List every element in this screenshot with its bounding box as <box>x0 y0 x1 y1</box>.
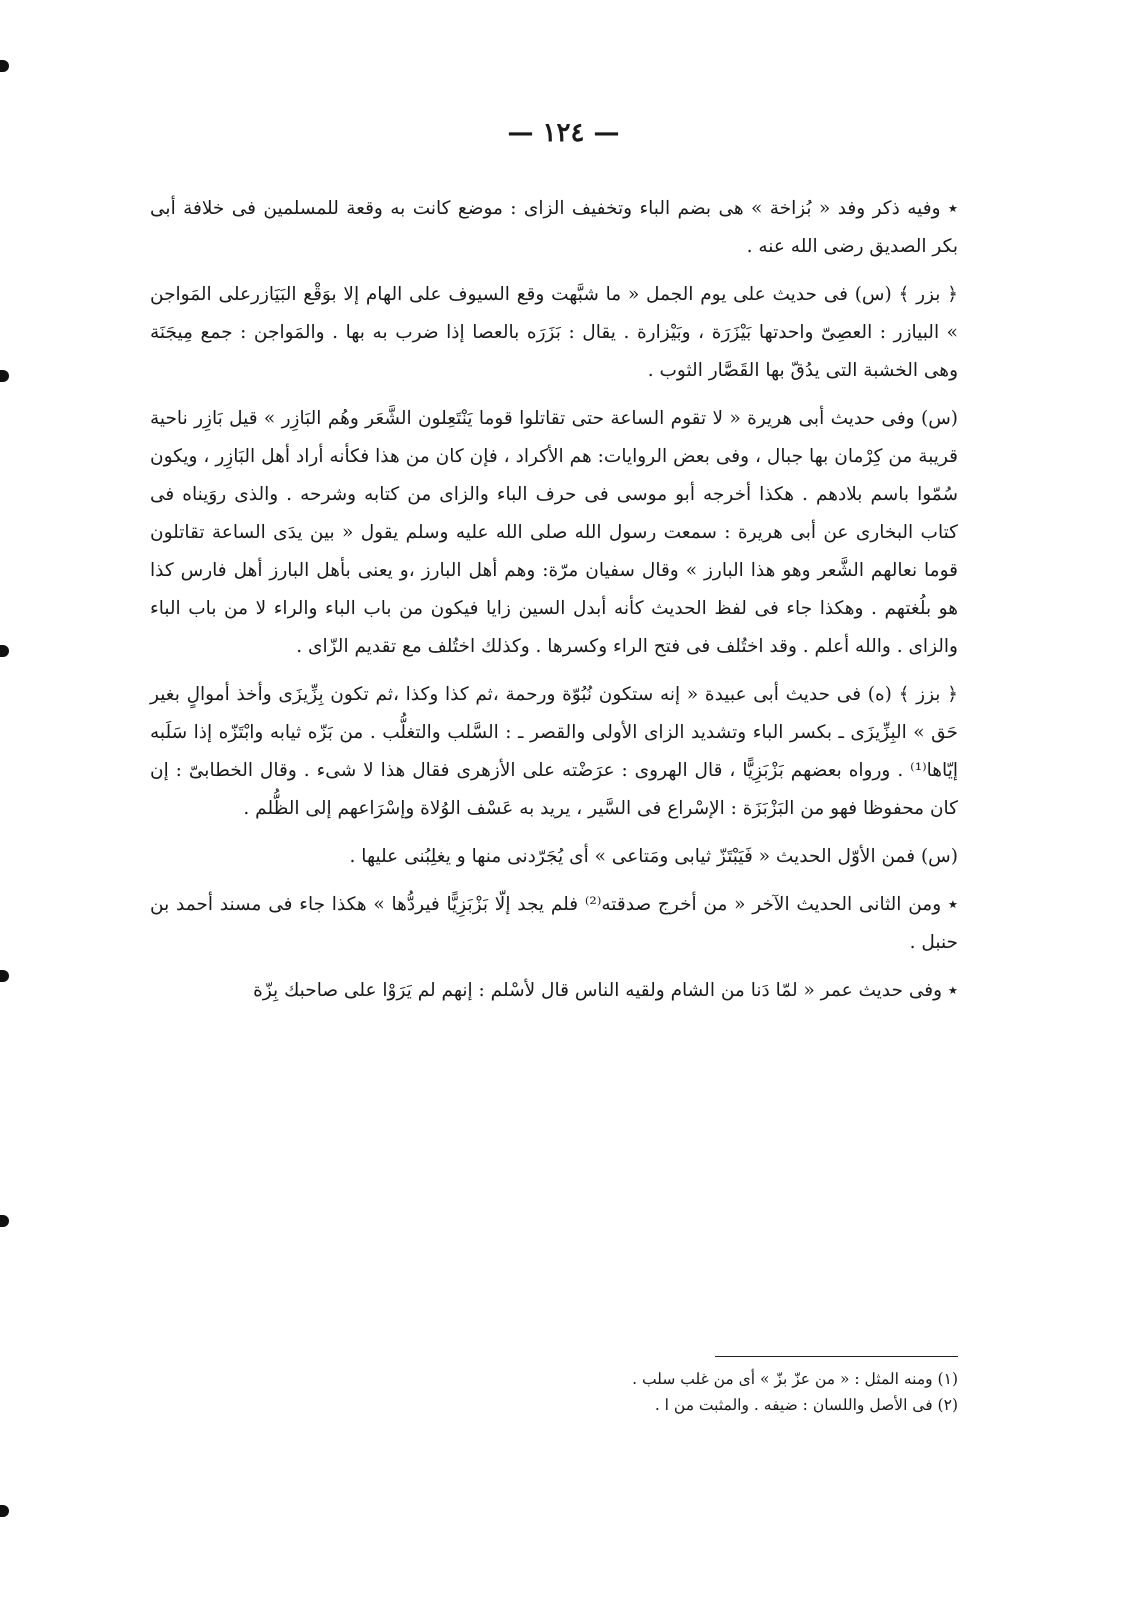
footnotes <box>380 1366 958 1418</box>
paragraph: (س) فمن الأوّل الحديث « فَيَبْتَزّ ثيابى ومَتاعى » أى يُجَرّدنى منها و يغلِبُنى عليها . <box>349 846 958 867</box>
paragraph: (س) وفى حديث أبى هريرة « لا تقوم الساعة حتى تقاتلوا قوما يَنْتَعِلون الشَّعَر وهُم البَازِر » قيل بَازِر ناحية قريبة من كِرْمان بها جبال ، وفى بعض الروايات: هم الأكراد ، فإن كان من هذا فكأنه أراد أهل البَازِر ، ويكون سُمّوا باسم بلادهم . هكذا أخرجه أبو موسى فى حرف الباء والزاى من كتابه وشرحه . والذى روَيناه فى كتاب البخارى عن أبى هريرة : سمعت رسول الله صلى الله عليه وسلم يقول « بين يدَى الساعة تقاتلون قوما نعالهم الشَّعر وهو هذا البارز » وقال سفيان مرّة: وهم أهل البارز ،و يعنى بأهل البارز أهل فارس كذا هو بلُغتهم . وهكذا جاء فى لفظ الحديث كأنه أبدل السين زايا فيكون من باب الباء والراء لا من باب الباء والزاى . والله أعلم . وقد اختُلف فى فتح الراء وكسرها . وكذلك اختُلف مع تقديم الزّاى . <box>150 408 958 657</box>
paragraph: ٭ وفيه ذكر وفد « بُزاخة » هى بضم الباء وتخفيف الزاى : موضع كانت به وقعة للمسلمين فى خلافة أبى بكر الصديق رضى الله عنه . <box>150 198 958 257</box>
margin-mark <box>0 60 9 72</box>
paragraph: ﴿ بزز ﴾ (ه) فى حديث أبى عبيدة « إنه ستكون نُبُوّة ورحمة ،ثم كذا وكذا ،ثم تكون بِزِّيزَى وأخذ أموالٍ بغير حَق » البِزِّيزَى ـ بكسر الباء وتشديد الزاى الأولى والقصر ـ : السَّلب والتغلُّب . من بَزّه ثيابه وابْتَزّه إذا سَلَبه إيّاها⁽¹⁾ . ورواه بعضهم بَزْبَزِيًّا ، قال الهروى : عرَضْته على الأزهرى فقال هذا لا شىء . وقال الخطابىّ : إن كان محفوظا فهو من البَزْبَزَة : الإسْراع فى السَّير ، يريد به عَسْف الوُلاة وإسْرَاعهم إلى الظُّلم . <box>150 684 958 819</box>
margin-mark <box>0 370 9 382</box>
page-number: — ١٢٤ — <box>507 118 620 148</box>
margin-mark <box>0 645 9 657</box>
margin-mark <box>0 1215 9 1227</box>
footnote-divider <box>715 1356 958 1357</box>
margin-mark <box>0 970 9 982</box>
paragraph: ٭ ومن الثانى الحديث الآخر « من أخرج صدقته⁽²⁾ فلم يجد إلّا بَزْبَزِيًّا فيردُّها » هكذا جاء فى مسند أحمد بن حنبل . <box>150 894 958 953</box>
paragraph: ﴿ بزر ﴾ (س) فى حديث على يوم الجمل « ما شبَّهت وقع السيوف على الهام إلا بوَقْع البَيَازرعلى المَواجن » البيازر : العصِىّ واحدتها بَيْزَرَة ، وبَيْزارة . يقال : بَزَرَه بالعصا إذا ضرب به بها . والمَواجن : جمع مِيجَنَة وهى الخشبة التى يدُقّ بها القَصَّار الثوب . <box>150 284 958 381</box>
footnote: (١) ومنه المثل : « من عزّ بزّ » أى من غلب سلب . <box>632 1370 958 1388</box>
paragraph: ٭ وفى حديث عمر « لمّا دَنا من الشام ولقيه الناس قال لأسْلم : إنهم لم يَرَوْا على صاحبك بِزّة <box>253 980 958 1001</box>
margin-mark <box>0 1505 9 1517</box>
main-text <box>150 190 958 1020</box>
footnote: (٢) فى الأصل واللسان : ضيفه . والمثبت من ا . <box>654 1396 958 1414</box>
